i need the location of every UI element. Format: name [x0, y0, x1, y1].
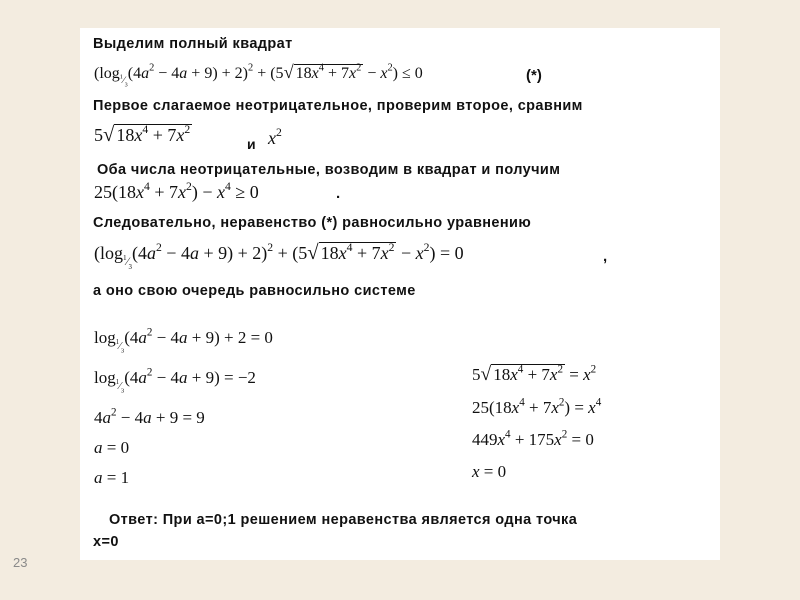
text-first-term-nonnegative: Первое слагаемое неотрицательное, проверим второе, сравним	[93, 98, 583, 114]
system-left-4: a = 0	[94, 438, 130, 457]
formula-inequality-star: $(\log_{^1⁄_3}(4a^2 - 4a + 9) + 2)^2 + (5√$ $18x^4 + 7x^2 - x^2) \le 0$	[94, 62, 423, 89]
system-right-3: $449x^4 + 175x^2 = 0$	[472, 428, 594, 449]
text-therefore-equivalent: Следовательно, неравенство (*) равносильно уравнению	[93, 215, 532, 231]
formula-squared-inequality: $25(18x^4 + 7x^2) - x^4 \ge 0$	[94, 179, 259, 202]
formula-compare-right: $x^2$	[268, 125, 282, 148]
answer-line-1: Ответ: При а=0;1 решением неравенства является одна точка	[109, 512, 578, 528]
system-right-1: 5√ $18x^4 + 7x^2 = x^2$	[472, 363, 597, 385]
slide-content	[80, 28, 720, 560]
text-and: и	[247, 136, 256, 152]
system-right-2: $25(18x^4 + 7x^2) = x^4$	[472, 396, 602, 417]
text-both-nonnegative: Оба числа неотрицательные, возводим в квадрат и получим	[97, 162, 561, 178]
formula-compare-left: 5√ $18x^4 + 7x^2$	[94, 122, 191, 146]
equation-tag-star: (*)	[526, 67, 542, 84]
system-left-2: $\log_{^1⁄_3}(4a^2 - 4a + 9) = -2$	[94, 366, 256, 395]
system-left-1: $\log_{^1⁄_3}(4a^2 - 4a + 9) + 2 = 0$	[94, 326, 273, 355]
system-left-3: $4a^2 - 4a + 9 = 9$	[94, 406, 205, 427]
text-comma: ,	[603, 248, 608, 265]
heading-complete-square: Выделим полный квадрат	[93, 36, 293, 52]
system-left-5: a = 1	[94, 468, 130, 487]
answer-line-2: х=0	[93, 534, 119, 550]
system-right-4: x = 0	[472, 462, 507, 481]
text-equivalent-system: а оно свою очередь равносильно системе	[93, 283, 416, 299]
formula-equation: $(\log_{^1⁄_3}(4a^2 - 4a + 9) + 2)^2 + (5√$ $18x^4 + 7x^2 - x^2) = 0$	[94, 240, 464, 271]
text-period: .	[336, 185, 341, 202]
slide-number: 23	[13, 555, 28, 570]
